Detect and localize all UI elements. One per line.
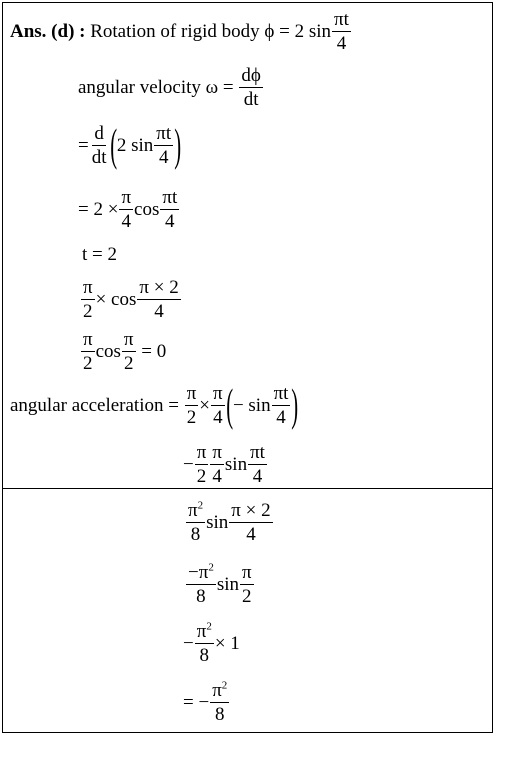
fraction-d-dt: $\frac{d}{dt}$ — [91, 122, 107, 168]
derivative-line: = $\frac{d}{dt}$ ( 2 sin $\frac{\pi t}{4}$ ) — [78, 119, 182, 170]
times-one-line: − $\frac{\pi^2}{8}$ × 1 — [183, 620, 240, 666]
right-paren-icon: ) — [174, 119, 182, 170]
result-line: = 2 × $\frac{\pi}{4}$ cos $\frac{\pi t}{4}$ — [78, 187, 178, 232]
acceleration-simplified-line: − $\frac{\pi}{2}$ $\frac{\pi}{4}$ sin $\frac{\pi t}{4}$ — [183, 442, 265, 487]
zero-line: $\frac{\pi}{2}$ cos $\frac{\pi}{2}$ = 0 — [83, 329, 167, 374]
left-paren-icon: ( — [225, 379, 233, 430]
angular-velocity-line — [78, 66, 264, 109]
fraction-pit-over-4: $\frac{\pi t}{4}$ — [334, 9, 349, 54]
answer-label: Ans. (d) : — [10, 21, 86, 42]
answer-line — [10, 10, 352, 53]
phi-equation: ϕ = 2 sin — [264, 21, 332, 42]
answer-intro: Rotation of rigid body — [90, 21, 260, 42]
angular-acceleration-label: angular acceleration = — [10, 394, 179, 416]
final-answer-line: = − $\frac{\pi^2}{8}$ — [183, 679, 228, 725]
angular-velocity-label: angular velocity ω = — [78, 77, 234, 98]
pi-squared-sin-line: $\frac{\pi^2}{8}$ sin $\frac{\pi \times 2}{4}$ — [188, 499, 271, 545]
fraction-dphi-dt: $\frac{d\phi}{dt}$ — [241, 65, 261, 110]
neg-pi-squared-sin-line: $\frac{-\pi^2}{8}$ sin $\frac{\pi}{2}$ — [188, 561, 252, 607]
substitution-line: $\frac{\pi}{2}$ × cos $\frac{\pi \times 2}{4}$ — [83, 277, 179, 322]
right-paren-icon: ) — [291, 379, 299, 430]
angular-acceleration-line: angular acceleration = $\frac{\pi}{2}$ × $\frac{\pi}{4}$ ( − sin $\frac{\pi t}{4}$ ) — [10, 379, 299, 430]
t-equals-2: t = 2 — [82, 244, 117, 265]
left-paren-icon: ( — [109, 119, 117, 170]
